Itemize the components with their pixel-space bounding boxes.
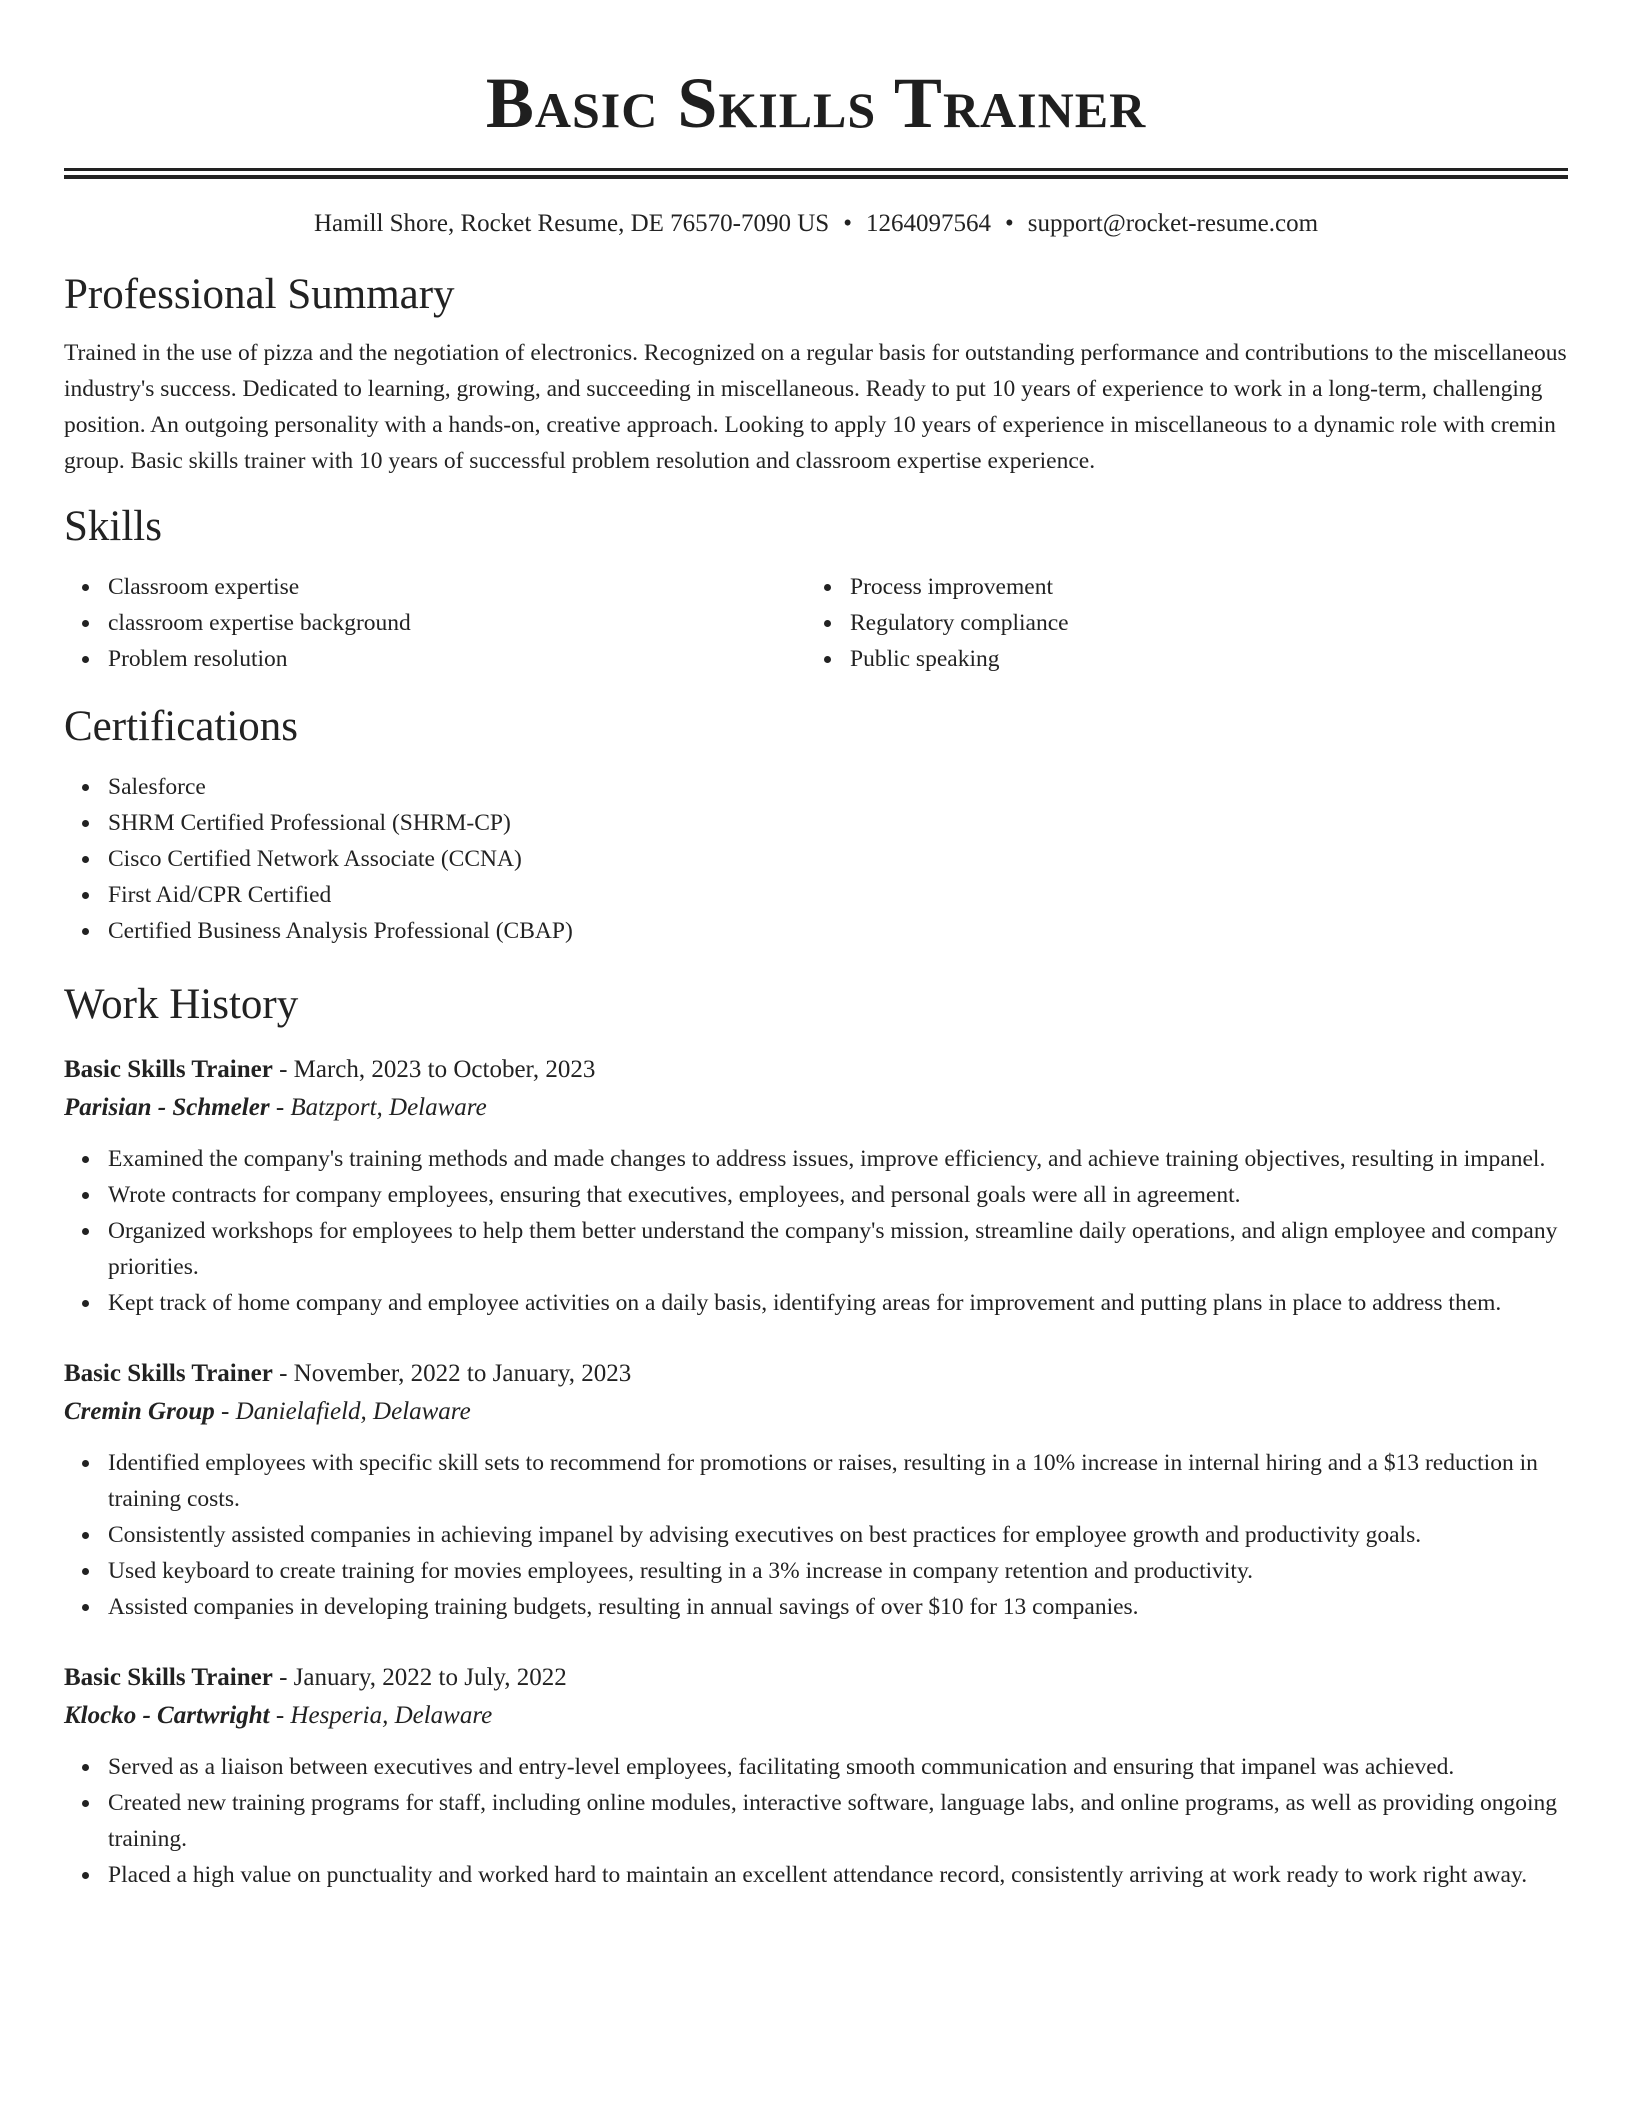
certifications-list bbox=[64, 769, 1568, 949]
job-role: Basic Skills Trainer bbox=[64, 1360, 273, 1387]
job-bullet: Assisted companies in developing training budgets, resulting in annual savings of over $10 for 13 companies. bbox=[64, 1589, 1568, 1625]
job-bullets bbox=[64, 1749, 1568, 1893]
skills-list-left bbox=[64, 569, 806, 677]
job-header bbox=[64, 1659, 1568, 1697]
job-bullet: Organized workshops for employees to help them better understand the company's mission, streamline daily operations, and align employee and company priorities. bbox=[64, 1213, 1568, 1285]
job-location: Danielafield, Delaware bbox=[235, 1398, 471, 1425]
job-location: Hesperia, Delaware bbox=[290, 1702, 493, 1729]
contact-email[interactable]: support@rocket-resume.com bbox=[1027, 210, 1319, 237]
skill-item: Classroom expertise bbox=[64, 569, 806, 605]
certification-item: SHRM Certified Professional (SHRM-CP) bbox=[64, 805, 1568, 841]
skill-item: Public speaking bbox=[806, 641, 1548, 677]
job-bullet: Used keyboard to create training for movies employees, resulting in a 3% increase in company retention and productivity. bbox=[64, 1553, 1568, 1589]
certification-item: Salesforce bbox=[64, 769, 1568, 805]
job-entry bbox=[64, 1659, 1568, 1893]
job-bullet: Kept track of home company and employee activities on a daily basis, identifying areas for improvement and putting plans in place to address them. bbox=[64, 1285, 1568, 1321]
summary-text: Trained in the use of pizza and the negotiation of electronics. Recognized on a regular basis for outstanding performance and contributions to the miscellaneous industry's success. Dedicated to learning, growing, and succeeding in miscellaneous. Ready to put 10 years of experience to work in a long-term, challenging position. An outgoing personality with a hands-on, creative approach. Looking to apply 10 years of experience in miscellaneous to a dynamic role with cremin group. Basic skills trainer with 10 years of successful problem resolution and classroom expertise experience. bbox=[64, 340, 1567, 474]
job-bullet: Placed a high value on punctuality and worked hard to maintain an excellent attendance record, consistently arriving at work ready to work right away. bbox=[64, 1857, 1568, 1893]
job-dash: - bbox=[272, 1056, 294, 1083]
job-location: Batzport, Delaware bbox=[290, 1094, 487, 1121]
work-history-heading: Work History bbox=[64, 981, 299, 1028]
job-dates: January, 2022 to July, 2022 bbox=[293, 1664, 567, 1691]
job-dash: - bbox=[269, 1702, 291, 1729]
job-entry bbox=[64, 1051, 1568, 1321]
contact-separator: • bbox=[1004, 210, 1014, 237]
job-role: Basic Skills Trainer bbox=[64, 1664, 273, 1691]
job-dash: - bbox=[214, 1398, 236, 1425]
job-employer bbox=[64, 1393, 1568, 1431]
skills-list-right bbox=[806, 569, 1548, 677]
job-header bbox=[64, 1355, 1568, 1393]
skill-item: classroom expertise background bbox=[64, 605, 806, 641]
job-bullet: Created new training programs for staff, including online modules, interactive software, language labs, and online programs, as well as providing ongoing training. bbox=[64, 1785, 1568, 1857]
resume-page bbox=[64, 0, 1568, 1893]
resume-title: Basic Skills Trainer bbox=[485, 63, 1147, 143]
job-bullets bbox=[64, 1445, 1568, 1625]
job-bullets bbox=[64, 1141, 1568, 1321]
skill-item: Process improvement bbox=[806, 569, 1548, 605]
job-company: Parisian - Schmeler bbox=[64, 1094, 270, 1121]
job-bullet: Served as a liaison between executives and entry-level employees, facilitating smooth communication and ensuring that impanel was achieved. bbox=[64, 1749, 1568, 1785]
skills-heading: Skills bbox=[64, 503, 162, 550]
job-header bbox=[64, 1051, 1568, 1089]
job-dash: - bbox=[269, 1094, 291, 1121]
certification-item: Certified Business Analysis Professional (CBAP) bbox=[64, 913, 1568, 949]
contact-separator: • bbox=[843, 210, 852, 237]
job-role: Basic Skills Trainer bbox=[64, 1056, 273, 1083]
skill-item: Regulatory compliance bbox=[806, 605, 1548, 641]
job-bullet: Consistently assisted companies in achieving impanel by advising executives on best practices for employee growth and productivity goals. bbox=[64, 1517, 1568, 1553]
certifications-heading: Certifications bbox=[64, 703, 299, 750]
summary-heading: Professional Summary bbox=[64, 271, 455, 318]
job-entry bbox=[64, 1355, 1568, 1625]
job-employer bbox=[64, 1089, 1568, 1127]
certification-item: First Aid/CPR Certified bbox=[64, 877, 1568, 913]
skills-grid bbox=[64, 569, 1568, 677]
job-dash: - bbox=[272, 1360, 294, 1387]
contact-address: Hamill Shore, Rocket Resume, DE 76570-7090 US bbox=[313, 210, 830, 237]
job-dash: - bbox=[272, 1664, 294, 1691]
skill-item: Problem resolution bbox=[64, 641, 806, 677]
contact-phone: 1264097564 bbox=[865, 210, 991, 237]
job-bullet: Identified employees with specific skill sets to recommend for promotions or raises, resulting in a 10% increase in internal hiring and a $13 reduction in training costs. bbox=[64, 1445, 1568, 1517]
job-dates: November, 2022 to January, 2023 bbox=[293, 1360, 632, 1387]
job-bullet: Wrote contracts for company employees, ensuring that executives, employees, and personal goals were all in agreement. bbox=[64, 1177, 1568, 1213]
job-dates: March, 2023 to October, 2023 bbox=[293, 1056, 596, 1083]
job-company: Klocko - Cartwright bbox=[64, 1702, 270, 1729]
title-divider bbox=[64, 168, 1568, 179]
job-company: Cremin Group bbox=[64, 1398, 215, 1425]
job-bullet: Examined the company's training methods and made changes to address issues, improve efficiency, and achieve training objectives, resulting in impanel. bbox=[64, 1141, 1568, 1177]
job-employer bbox=[64, 1697, 1568, 1735]
contact-line bbox=[64, 207, 1568, 241]
certification-item: Cisco Certified Network Associate (CCNA) bbox=[64, 841, 1568, 877]
